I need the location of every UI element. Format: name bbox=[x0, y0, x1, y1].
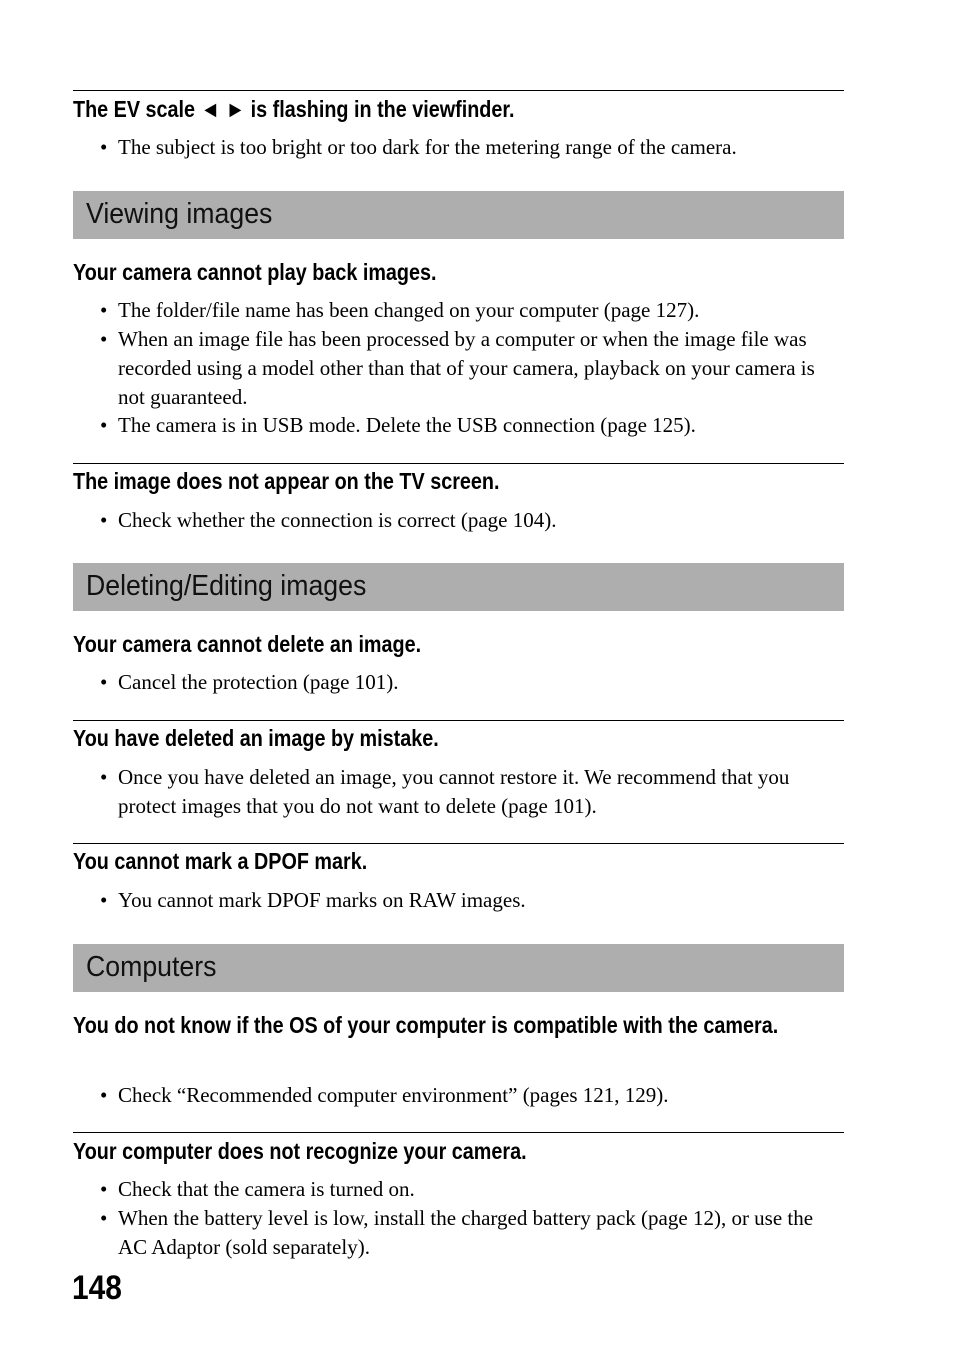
heading-ev-scale: The EV scale ◄ ► is flashing in the viewfinder. bbox=[73, 96, 515, 122]
divider bbox=[73, 843, 844, 844]
section-title: Computers bbox=[86, 951, 217, 983]
section-band-viewing-images bbox=[73, 191, 844, 239]
heading-tv-screen: The image does not appear on the TV screen. bbox=[73, 468, 500, 494]
heading-computer-not-recognize: Your computer does not recognize your camera. bbox=[73, 1138, 527, 1164]
list-item: • When the battery level is low, install the charged battery pack (page 12), or use the AC Adaptor (sold separately). bbox=[100, 1206, 814, 1259]
heading-cannot-play-back: Your camera cannot play back images. bbox=[73, 259, 437, 285]
page-number: 148 bbox=[72, 1269, 122, 1307]
list-item: • Check whether the connection is correct (page 104). bbox=[100, 508, 557, 532]
list-item: • You cannot mark DPOF marks on RAW images. bbox=[100, 888, 526, 912]
section-title: Viewing images bbox=[86, 198, 273, 230]
list-item: • The subject is too bright or too dark for the metering range of the camera. bbox=[100, 135, 737, 159]
list-item: • Once you have deleted an image, you cannot restore it. We recommend that you protect images that you do not want to delete (page 101). bbox=[100, 765, 790, 818]
list-item: • Cancel the protection (page 101). bbox=[100, 670, 399, 694]
heading-dpof-mark: You cannot mark a DPOF mark. bbox=[73, 848, 368, 874]
divider bbox=[73, 720, 844, 721]
heading-os-compatible: You do not know if the OS of your computer is compatible with the camera. bbox=[73, 1012, 779, 1038]
heading-deleted-by-mistake: You have deleted an image by mistake. bbox=[73, 725, 439, 751]
divider bbox=[73, 463, 844, 464]
list-item: • The camera is in USB mode. Delete the USB connection (page 125). bbox=[100, 413, 696, 437]
section-title: Deleting/Editing images bbox=[86, 570, 367, 602]
list-item: • When an image file has been processed by a computer or when the image file was recorded using a model other than that of your camera, playback on your camera is not guaranteed. bbox=[100, 327, 815, 409]
list-item: • Check that the camera is turned on. bbox=[100, 1177, 415, 1201]
section-band-computers bbox=[73, 944, 844, 992]
list-item: • Check “Recommended computer environment” (pages 121, 129). bbox=[100, 1083, 669, 1107]
list-item: • The folder/file name has been changed on your computer (page 127). bbox=[100, 298, 700, 322]
divider bbox=[73, 90, 844, 91]
section-band-deleting-editing bbox=[73, 563, 844, 611]
divider bbox=[73, 1132, 844, 1133]
heading-cannot-delete: Your camera cannot delete an image. bbox=[73, 631, 422, 657]
